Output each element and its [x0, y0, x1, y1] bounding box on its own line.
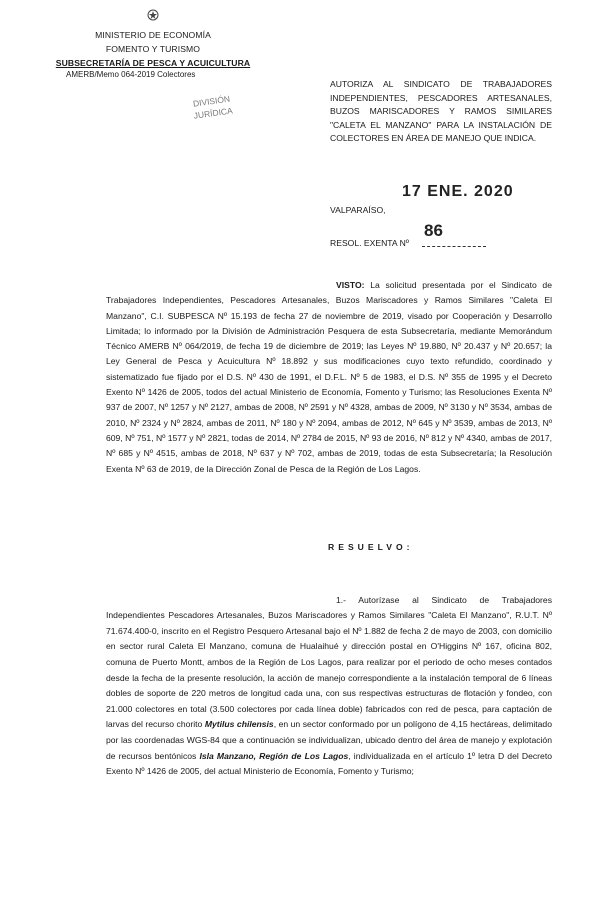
resolution-label: RESOL. EXENTA Nº	[330, 238, 409, 248]
article-1	[106, 584, 552, 788]
undersecretariat-name: SUBSECRETARÍA DE PESCA Y ACUICULTURA	[55, 58, 251, 68]
stamp-line-2: JURÍDICA	[193, 105, 234, 121]
ministry-name: MINISTERIO DE ECONOMÍA	[95, 30, 211, 40]
letterhead	[48, 8, 258, 70]
stamp-line-1: DIVISIÓN	[192, 93, 231, 109]
division-stamp	[165, 89, 263, 149]
species-name: Mytilus chilensis	[204, 719, 274, 730]
visto-section	[106, 278, 552, 477]
article-1-text-b: , en un sector conformado por un polígono de 4,15 hectáreas, delimitado por las coordenadas WGS-84 que a continuación se individualizan, ubicado dentro del área de manejo y explotación de recursos bentónicos	[106, 719, 552, 761]
ministry-subname: FOMENTO Y TURISMO	[105, 44, 201, 54]
article-1-text-c: , individualizada en el artículo 1º letra D del Decreto Exento Nº 1426 de 2005, del actual Ministerio de Economía, Fomento y Turismo;	[106, 750, 552, 777]
place-label: VALPARAÍSO,	[330, 205, 386, 215]
memo-reference: AMERB/Memo 064-2019 Colectores	[66, 70, 196, 79]
area-name: Isla Manzano, Región de Los Lagos	[199, 750, 349, 761]
resolution-number-underline	[422, 246, 486, 247]
resolution-number: 86	[424, 221, 443, 240]
visto-label: VISTO:	[336, 280, 365, 290]
visto-text: La solicitud presentada por el Sindicato de Trabajadores Independientes, Pescadores Artesanales, Buzos Mariscadores y Ramos Similares "Caleta El Manzano", C.I. SUBPESCA Nº 15.193 de fecha 27 de noviembre de 2019, visado por Cooperación y Desarrollo Limitada; lo informado por la División de Administración Pesquera de esta Subsecretaría, mediante Memorándum Técnico AMERB Nº 064/2019, de fecha 19 de diciembre de 2019; las Leyes Nº 19.880, Nº 20.437 y Nº 20.657; la Ley General de Pesca y Acuicultura Nº 18.892 y sus modificaciones cuyo texto refundido, coordinado y sistematizado fue fijado por el D.S. Nº 430 de 1991, el D.F.L. Nº 5 de 1983, el D.S. Nº 355 de 1995 y el Decreto Exento Nº 1426 de 2005, todos del actual Ministerio de Economía, Fomento y Turismo; las Resoluciones Exenta Nº 937 de 2007, Nº 1257 y Nº 2127, ambas de 2008, Nº 2591 y Nº 4328, ambas de 2009, Nº 3130 y Nº 3534, ambas de 2010, Nº 2324 y Nº 2824, ambas de 2011, Nº 180 y Nº 2094, ambas de 2012, Nº 645 y Nº 3539, ambas de 2013, Nº 609, Nº 751, Nº 1577 y Nº 2821, todas de 2014, Nº 2784 de 2015, Nº 93 de 2016, Nº 812 y Nº 4340, ambas de 2017, Nº 685 y Nº 4515, ambas de 2018, Nº 637 y Nº 702, ambas de 2019, todas de esta Subsecretaría; la Resolución Exenta Nº 63 de 2019, de la Dirección Zonal de Pesca de la Región de Los Lagos.	[106, 280, 552, 474]
article-1-text-a: 1.- Autorízase al Sindicato de Trabajadores Independientes Pescadores Artesanales, Buzos Mariscadores y Ramos Similares "Caleta El Manzano", R.U.T. Nº 71.674.400-0, inscrito en el Registro Pesquero Artesanal bajo el Nº 1.882 de fecha 2 de mayo de 2003, con domicilio en sector rural Caleta El Manzano, comuna de Hualaihué y dirección postal en O'Higgins Nº 167, oficina 802, comuna de Puerto Montt, ambos de la Región de Los Lagos, para realizar por el periodo de ocho meses contados desde la fecha de la presente resolución, la acción de manejo correspondiente a la instalación temporal de 6 líneas dobles de soporte de 220 metros de longitud cada una, con sus respectivas estructuras de flotación y fondeo, con 21.000 colectores en total (3.500 colectores por cada línea doble) fabricados con red de pesca, para captación de larvas del recurso chorito	[106, 594, 552, 730]
resuelvo-heading: RESUELVO:	[328, 542, 414, 552]
resolution-title: AUTORIZA AL SINDICATO DE TRABAJADORES INDEPENDIENTES, PESCADORES ARTESANALES, BUZOS MARISCADORES Y RAMOS SIMILARES "CALETA EL MANZANO" PARA LA INSTALACIÓN DE COLECTORES EN ÁREA DE MANEJO QUE INDICA.	[330, 79, 552, 144]
date-stamp: 17 ENE. 2020	[402, 183, 514, 200]
coat-of-arms-icon	[146, 8, 160, 22]
